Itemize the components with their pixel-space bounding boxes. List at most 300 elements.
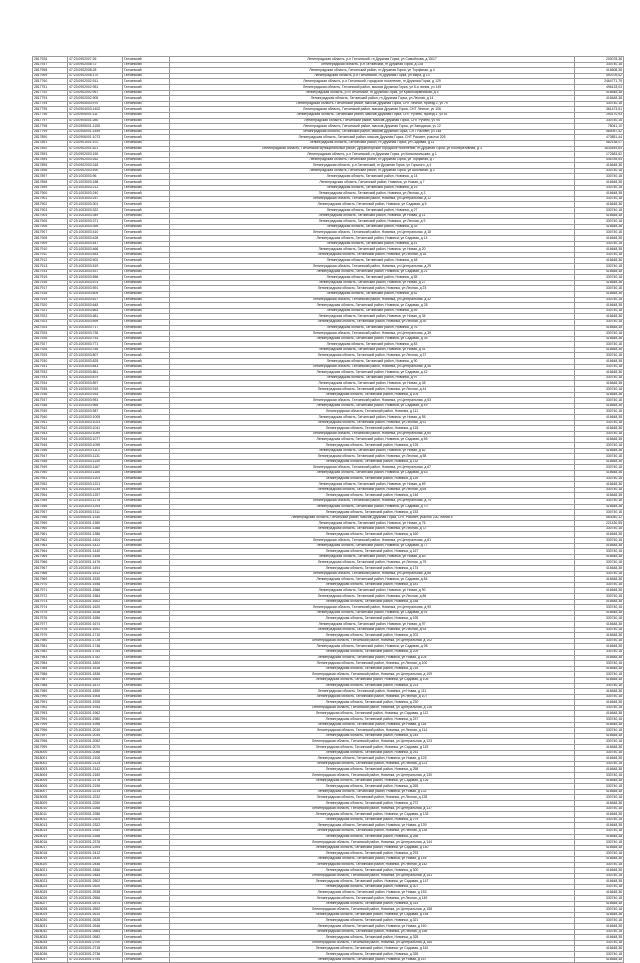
district-cell: Гатчинский (123, 252, 170, 258)
address-cell: Ленинградская область, Гатчинский район, Новинка, д 335 (170, 952, 575, 958)
cadastral-number-cell: 47:23:1003001:2070 (68, 745, 123, 751)
address-cell: Ленинградская область, Гатчинский район, Новинка, ул Лесная, д 100 (170, 661, 575, 667)
cadastral-number-cell: 47:23:1003001:2754 (68, 957, 123, 963)
address-cell: Ленинградская область, Гатчинский район, Новинка, ул Садовая, д 91 (170, 610, 575, 616)
row-id-cell: 2817962 (33, 538, 68, 544)
cadastral-number-cell: 47:23:1003003:717 (68, 325, 123, 331)
cadastral-number-cell: 47:23:1003003:1239 (68, 487, 123, 493)
value-cell: 330740,18 (575, 929, 624, 935)
address-cell: Ленинградская область, Гатчинский район, Новинка, ул Садовая, д 21 (170, 269, 575, 275)
address-cell: Ленинградская область, Гатчинский район, Новинка, ул Садовая, д 70 (170, 504, 575, 510)
district-cell: Гатчинский (123, 739, 170, 745)
row-id-cell: 2817942 (33, 426, 68, 432)
address-cell: Ленинградская область, Гатчинский район, Новинка, ул Новая, д 11 (170, 213, 575, 219)
cadastral-number-cell: 47:23:0905001:111 (68, 112, 123, 118)
address-cell: Ленинградская область, Гатчинский район, Новинка, ул Лесная, д 86 (170, 594, 575, 600)
row-id-cell: 2817997 (33, 733, 68, 739)
address-cell: Ленинградская область, Гатчинский район, массив Дружная Горка, СНТ Рассвет, участок 205 (170, 135, 575, 141)
value-cell: 416648,38 (575, 347, 624, 353)
address-cell: Ленинградская область, Гатчинский район, Новинка, ул Центральная, д 74 (170, 498, 575, 504)
district-cell: Гатчинский (123, 392, 170, 398)
cadastral-number-cell: 47:23:1003003:951 (68, 398, 123, 404)
row-id-cell: 2817932 (33, 370, 68, 376)
address-cell: Ленинградская область, Гатчинский район, Новинка, ул Новая, д 160 (170, 924, 575, 930)
cadastral-number-cell: 47:23:1003001:1584 (68, 594, 123, 600)
address-cell: Ленинградская область, Гатчинский район, Новинка, д 223 (170, 683, 575, 689)
cadastral-number-cell: 47:23:1003001:1638 (68, 610, 123, 616)
value-cell: 416648,38 (575, 247, 624, 253)
address-cell: Ленинградская область, Гатчинский район, Новинка, д 244 (170, 733, 575, 739)
address-cell: Ленинградская область, Гатчинский район, Новинка, д 83 (170, 342, 575, 348)
row-id-cell: 2817978 (33, 627, 68, 633)
address-cell: Ленинградская область, Гатчинский район, Новинка, ул Садовая, д 140 (170, 845, 575, 851)
cadastral-number-cell: 47:23:1003001:2376 (68, 840, 123, 846)
row-id-cell: 2818035 (33, 946, 68, 952)
value-cell: 330740,18 (575, 571, 624, 577)
address-cell: Ленинградская область, Гатчинский район, Новинка, д 167 (170, 549, 575, 555)
address-cell: Ленинградская область, р-н Гатчинский, гп Дружная Горка, д 228 (170, 62, 575, 68)
address-cell: Ленинградская область, Гатчинский район, Новинка, ул Новая, д 83 (170, 554, 575, 560)
cadastral-number-cell: 47:23:1003001:1458 (68, 554, 123, 560)
row-id-cell: 2818032 (33, 929, 68, 935)
address-cell: Ленинградская область, Гатчинский район, Новинка, ул Центральная, д 18 (170, 230, 575, 236)
address-cell: Ленинградская область, Гатчинский район, Новинка, ул Лесная, д 121 (170, 761, 575, 767)
row-id-cell: 2817933 (33, 375, 68, 381)
cadastral-number-cell: 47:23:1003001:1728 (68, 638, 123, 644)
row-id-cell: 2818025 (33, 890, 68, 896)
value-cell: 416648,38 (575, 610, 624, 616)
row-id-cell: 2817906 (33, 224, 68, 230)
district-cell: Гатчинский (123, 79, 170, 85)
cadastral-number-cell: 47:23:1003001:1692 (68, 627, 123, 633)
address-cell: Ленинградская область, Гатчинский район, Новинка, д 328 (170, 935, 575, 941)
cadastral-number-cell: 47:23:1003001:1656 (68, 616, 123, 622)
address-cell: Ленинградская область, Гатчинский район, Новинка, ул Садовая, д 56 (170, 437, 575, 443)
district-cell: Гатчинский (123, 784, 170, 790)
row-id-cell: 2817922 (33, 314, 68, 320)
district-cell: Гатчинский (123, 409, 170, 415)
cadastral-number-cell: 47:23:1003003:1095 (68, 442, 123, 448)
value-cell: 416608,38 (575, 68, 624, 74)
row-id-cell: 2818000 (33, 750, 68, 756)
address-cell: Ленинградская область, Гатчинский район, Новинка, ул Садовая, д 49 (170, 403, 575, 409)
district-cell: Гатчинский (123, 929, 170, 935)
district-cell: Гатчинский (123, 241, 170, 247)
value-cell: 584057,42 (575, 129, 624, 135)
district-cell: Гатчинский (123, 806, 170, 812)
row-id-cell: 2818010 (33, 806, 68, 812)
row-id-cell: 2818012 (33, 817, 68, 823)
address-cell: Ленинградская область, Гатчинский район, Новинка, д 293 (170, 851, 575, 857)
row-id-cell: 2817890 (33, 135, 68, 141)
row-id-cell: 2817944 (33, 437, 68, 443)
cadastral-number-cell: 47:23:1003001:2700 (68, 940, 123, 946)
district-cell: Гатчинский (123, 918, 170, 924)
address-cell: Ленинградская область, Гатчинский район, Новинка, ул Новая, д 62 (170, 448, 575, 454)
address-cell: Ленинградская область, Гатчинский район, Новинка, ул Новая, д 153 (170, 890, 575, 896)
value-cell: 330740,18 (575, 896, 624, 902)
row-id-cell: 2818018 (33, 851, 68, 857)
address-cell: Ленинградская область, Гатчинский район, Новинка, ул Лесная, д 149 (170, 896, 575, 902)
address-cell: Ленинградская область, Гатчинский район, Новинка, ул Лесная, д 9 (170, 219, 575, 225)
row-id-cell: 2818024 (33, 884, 68, 890)
address-cell: Ленинградская область, Гатчинский район, Новинка, д 258 (170, 767, 575, 773)
value-cell: 330740,18 (575, 420, 624, 426)
address-cell: Ленинградская область, Гатчинский район, Новинка, д 237 (170, 717, 575, 723)
value-cell: 330740,18 (575, 952, 624, 958)
row-id-cell: 2817918 (33, 291, 68, 297)
district-cell: Гатчинский (123, 610, 170, 616)
row-id-cell: 2818014 (33, 828, 68, 834)
row-id-cell: 2817940 (33, 415, 68, 421)
address-cell: Ленинградская область, Гатчинский район, Новинка, ул Садовая, д 14 (170, 236, 575, 242)
address-cell: Ленинградская область, Гатчинский район, Новинка, ул Лесная, д 135 (170, 828, 575, 834)
row-id-cell: 2817907 (33, 230, 68, 236)
district-cell: Гатчинский (123, 907, 170, 913)
cadastral-number-cell: 47:23:1003003:1167 (68, 465, 123, 471)
value-cell: 490709,02 (575, 73, 624, 79)
cadastral-number-cell: 47:23:1003003:609 (68, 291, 123, 297)
cadastral-number-cell: 47:23:1003003:1185 (68, 470, 123, 476)
value-cell: 330740,18 (575, 342, 624, 348)
address-cell: Ленинградская область, Гатчинский район, Новинка, ул Садовая, д 112 (170, 711, 575, 717)
row-id-cell: 2817903 (33, 208, 68, 214)
value-cell: 416648,38 (575, 689, 624, 695)
district-cell: Гатчинский (123, 638, 170, 644)
cadastral-number-cell: 47:23:1003001:2646 (68, 924, 123, 930)
row-id-cell: 2817950 (33, 470, 68, 476)
address-cell: Ленинградская область, Гатчинский район, Новинка, ул Лесная, д 37 (170, 353, 575, 359)
address-cell: Ленинградская область, Гатчинский район, Новинка, ул Садовая, д 28 (170, 303, 575, 309)
row-id-cell: 2817998 (33, 68, 68, 74)
address-cell: Ленинградская область, Гатчинский район, Новинка, ул Лесная, д 65 (170, 487, 575, 493)
row-id-cell: 2817901 (33, 196, 68, 202)
value-cell: 330740,18 (575, 862, 624, 868)
cadastral-number-cell: 47:23:1003001:2466 (68, 868, 123, 874)
address-cell: Ленинградская область, Гатчинский район, Новинка, д 146 (170, 493, 575, 499)
row-id-cell: 2818007 (33, 789, 68, 795)
value-cell: 330740,18 (575, 454, 624, 460)
district-cell: Гатчинский (123, 773, 170, 779)
district-cell: Гатчинский (123, 655, 170, 661)
cadastral-number-cell: 47:23:0905001:280 (68, 118, 123, 124)
address-cell: Ленинградская область, Гатчинский район, Новинка, ул Лесная, д 128 (170, 795, 575, 801)
value-cell: 330740,18 (575, 308, 624, 314)
address-cell: Ленинградская область, Гатчинский район, Новинка, ул Центральная, д 53 (170, 398, 575, 404)
value-cell: 330740,18 (575, 750, 624, 756)
district-cell: Гатчинский (123, 694, 170, 700)
district-cell: Гатчинский (123, 856, 170, 862)
cadastral-number-cell: 47:23:1003001:2502 (68, 879, 123, 885)
value-cell: 330740,18 (575, 476, 624, 482)
district-cell: Гатчинский (123, 661, 170, 667)
district-cell: Гатчинский (123, 677, 170, 683)
row-id-cell: 2817939 (33, 409, 68, 415)
value-cell: 416648,38 (575, 336, 624, 342)
row-id-cell: 2817934 (33, 381, 68, 387)
district-cell: Гатчинский (123, 415, 170, 421)
district-cell: Гатчинский (123, 370, 170, 376)
cadastral-number-cell: 47:23:1003001:2142 (68, 767, 123, 773)
district-cell: Гатчинский (123, 672, 170, 678)
cadastral-number-cell: 47:23:1003001:1746 (68, 644, 123, 650)
address-cell: Ленинградская область, Гатчинский район, Новинка, д 104 (170, 392, 575, 398)
district-cell: Гатчинский (123, 303, 170, 309)
value-cell: 330740,18 (575, 582, 624, 588)
row-id-cell: 2817795 (33, 107, 68, 113)
row-id-cell: 2817943 (33, 431, 68, 437)
district-cell: Гатчинский (123, 588, 170, 594)
district-cell: Гатчинский (123, 532, 170, 538)
address-cell: Ленинградская область, Гатчинский район, Новинка, д 286 (170, 834, 575, 840)
value-cell: 416648,38 (575, 448, 624, 454)
district-cell: Гатчинский (123, 470, 170, 476)
cadastral-number-cell: 47:23:0901001:570 (68, 140, 123, 146)
address-cell: Ленинградская область, Гатчинский район, Новинка, д 272 (170, 800, 575, 806)
row-id-cell: 2817976 (33, 616, 68, 622)
address-cell: Ленинградская область, Гатчинский район, Новинка, д 27 (170, 208, 575, 214)
address-cell: Ленинградская область, Гатчинский район, Новинка, ул Центральная, д 12 (170, 196, 575, 202)
row-id-cell: 2817937 (33, 62, 68, 68)
address-cell: Ленинградская область, Гатчинский район, Новинка, ул Садовая, д 119 (170, 745, 575, 751)
value-cell: 416648,38 (575, 370, 624, 376)
cadastral-number-cell: 47:23:1003003:861 (68, 370, 123, 376)
value-cell: 330740,18 (575, 806, 624, 812)
value-cell: 330740,18 (575, 442, 624, 448)
district-cell: Гатчинский (123, 68, 170, 74)
row-id-cell: 2817926 (33, 57, 68, 63)
row-id-cell: 2817897 (33, 174, 68, 180)
cadastral-number-cell: 47:23:0904003:970 (68, 101, 123, 107)
cadastral-number-cell: 47:23:1003003:969 (68, 403, 123, 409)
value-cell: 330740,18 (575, 118, 624, 124)
address-cell: Ленинградская область, Гатчинский район, Новинка, ул Центральная, д 116 (170, 705, 575, 711)
value-cell: 416648,38 (575, 403, 624, 409)
district-cell: Гатчинский (123, 873, 170, 879)
value-cell: 330740,18 (575, 817, 624, 823)
value-cell: 416648,38 (575, 554, 624, 560)
value-cell: 330740,18 (575, 241, 624, 247)
value-cell: 330740,18 (575, 331, 624, 337)
district-cell: Гатчинский (123, 219, 170, 225)
value-cell: 330740,18 (575, 627, 624, 633)
value-cell: 330740,18 (575, 828, 624, 834)
address-cell: Ленинградская область, Гатчинский район, Новинка, ул Лесная, д 107 (170, 694, 575, 700)
district-cell: Гатчинский (123, 504, 170, 510)
district-cell: Гатчинский (123, 745, 170, 751)
district-cell: Гатчинский (123, 605, 170, 611)
row-id-cell: 2817937 (33, 398, 68, 404)
value-cell: 330740,18 (575, 353, 624, 359)
address-cell: Ленинградская область, Гатчинский район, гп Дружная Горка, ул Торфяная, д 7 (170, 157, 575, 163)
value-cell: 330740,18 (575, 465, 624, 471)
cadastral-number-cell: 47:23:1003001:2610 (68, 912, 123, 918)
value-cell: 330740,18 (575, 375, 624, 381)
value-cell: 470851,44 (575, 135, 624, 141)
cadastral-number-cell: 47:23:1003003:395 (68, 224, 123, 230)
row-id-cell: 2818023 (33, 879, 68, 885)
value-cell: 416648,38 (575, 303, 624, 309)
district-cell: Гатчинский (123, 560, 170, 566)
cadastral-number-cell: 47:23:1003003:428 (68, 236, 123, 242)
cadastral-number-cell: 47:23:1003003:188 (68, 180, 123, 186)
cadastral-number-cell: 47:23:1003001:2358 (68, 834, 123, 840)
value-cell: 330740,18 (575, 884, 624, 890)
district-cell: Гатчинский (123, 952, 170, 958)
cadastral-number-cell: 47:23:0902003:150 (68, 152, 123, 158)
value-cell: 416648,38 (575, 756, 624, 762)
district-cell: Гатчинский (123, 879, 170, 885)
value-cell: 330740,18 (575, 649, 624, 655)
row-id-cell: 2817935 (33, 387, 68, 393)
district-cell: Гатчинский (123, 263, 170, 269)
cadastral-number-cell: 47:23:1003003:322 (68, 208, 123, 214)
row-id-cell: 2817799 (33, 129, 68, 135)
cadastral-number-cell: 47:23:1003003:1113 (68, 448, 123, 454)
district-cell: Гатчинский (123, 275, 170, 281)
district-cell: Гатчинский (123, 269, 170, 275)
row-id-cell: 2817931 (33, 364, 68, 370)
cadastral-number-cell: 47:23:1003001:2268 (68, 806, 123, 812)
district-cell: Гатчинский (123, 398, 170, 404)
cadastral-number-cell: 47:23:1003003:987 (68, 409, 123, 415)
district-cell: Гатчинский (123, 924, 170, 930)
district-cell: Гатчинский (123, 280, 170, 286)
document-page (32, 56, 622, 963)
row-id-cell: 2817970 (33, 582, 68, 588)
row-id-cell: 2818029 (33, 912, 68, 918)
row-id-cell: 2818027 (33, 901, 68, 907)
address-cell: Ленинградская область, Гатчинский район, Новинка, д 97 (170, 375, 575, 381)
row-id-cell: 2817929 (33, 353, 68, 359)
row-id-cell: 2817967 (33, 566, 68, 572)
row-id-cell: 2818006 (33, 784, 68, 790)
district-cell: Гатчинский (123, 342, 170, 348)
district-cell: Гатчинский (123, 236, 170, 242)
address-cell: Ленинградская область, Гатчинский район, Новинка, ул Новая, д 41 (170, 347, 575, 353)
row-id-cell: 2817793 (33, 96, 68, 102)
district-cell: Гатчинский (123, 163, 170, 169)
address-cell: Ленинградская область, Гатчинский район, Новинка, ул Лесная, д 3 (170, 191, 575, 197)
address-cell: Ленинградская область, Гатчинский район, Новинка, д 160 (170, 532, 575, 538)
district-cell: Гатчинский (123, 912, 170, 918)
district-cell: Гатчинский (123, 761, 170, 767)
cadastral-number-cell: 47:23:0902003:318 (68, 163, 123, 169)
district-cell: Гатчинский (123, 426, 170, 432)
cadastral-number-cell: 47:23:1003001:1800 (68, 661, 123, 667)
district-cell: Гатчинский (123, 73, 170, 79)
cadastral-number-cell: 47:23:1003003:349 (68, 213, 123, 219)
value-cell: 330740,18 (575, 851, 624, 857)
district-cell: Гатчинский (123, 538, 170, 544)
address-cell: Ленинградская область, Гатчинский район, Новинка, ул Центральная, д 102 (170, 638, 575, 644)
district-cell: Гатчинский (123, 594, 170, 600)
value-cell: 416648,38 (575, 621, 624, 627)
value-cell: 330740,18 (575, 907, 624, 913)
row-id-cell: 2817986 (33, 672, 68, 678)
cadastral-number-cell: 47:23:1003003:502 (68, 258, 123, 264)
value-cell: 416648,38 (575, 236, 624, 242)
row-id-cell: 2817947 (33, 454, 68, 460)
address-cell: Ленинградская область, р-н Гатчинский, гп Дружная Горка, ул Красноармейская, д 5 (170, 90, 575, 96)
cadastral-number-cell: 47:23:1003003:663 (68, 308, 123, 314)
value-cell: 416648,38 (575, 868, 624, 874)
address-cell: Ленинградская область, Гатчинский район, Новинка, д 125 (170, 442, 575, 448)
district-cell: Гатчинский (123, 420, 170, 426)
row-id-cell: 2817908 (33, 236, 68, 242)
address-cell: Ленинградская область, Гатчинский район, Новинка, ул Центральная, д 130 (170, 773, 575, 779)
cadastral-number-cell: 47:23:1003001:2160 (68, 773, 123, 779)
cadastral-number-cell: 47:23:1003003:1221 (68, 482, 123, 488)
value-cell: 416648,38 (575, 470, 624, 476)
cadastral-number-cell: 47:23:1003003:1059 (68, 431, 123, 437)
value-cell: 416648,38 (575, 879, 624, 885)
row-id-cell: 2817982 (33, 649, 68, 655)
cadastral-number-cell: 47:23:1003001:1530 (68, 577, 123, 583)
district-cell: Гатчинский (123, 812, 170, 818)
cadastral-number-cell: 47:23:1003003:447 (68, 241, 123, 247)
row-id-cell: 2817928 (33, 347, 68, 353)
value-cell: 330740,18 (575, 498, 624, 504)
row-id-cell: 2818019 (33, 856, 68, 862)
district-cell: Гатчинский (123, 168, 170, 174)
cadastral-number-cell: 47:23:1003003:212 (68, 185, 123, 191)
address-cell: Ленинградская область, Гатчинский район, Новинка, ул Садовая, д 154 (170, 912, 575, 918)
address-cell: Ленинградская область, Гатчинский район, массив Дружная Горка, СНТ Ручеек, уч 94 (170, 118, 575, 124)
value-cell: 416648,38 (575, 633, 624, 639)
row-id-cell: 2817990 (33, 694, 68, 700)
district-cell: Гатчинский (123, 521, 170, 527)
cadastral-number-cell: 47:23:1003001:2736 (68, 952, 123, 958)
row-id-cell: 2817999 (33, 73, 68, 79)
address-cell: Ленинградская область, Гатчинский район, массив Дружная Горка, СНТ Лесное, проезд 2, уч 79 (170, 101, 575, 107)
district-cell: Гатчинский (123, 498, 170, 504)
row-id-cell: 2817979 (33, 633, 68, 639)
district-cell: Гатчинский (123, 789, 170, 795)
address-cell: Ленинградская область, Гатчинский район, Новинка, д 48 (170, 258, 575, 264)
address-cell: Ленинградская область, Гатчинский район, Новинка, ул Новая, д 132 (170, 789, 575, 795)
district-cell: Гатчинский (123, 308, 170, 314)
cadastral-number-cell: 47:23:0902002:951 (68, 84, 123, 90)
cadastral-number-cell: 47:23:1003003:257 (68, 196, 123, 202)
value-cell: 416648,38 (575, 800, 624, 806)
row-id-cell: 2817914 (33, 269, 68, 275)
cadastral-number-cell: 47:23:1003001:2340 (68, 828, 123, 834)
value-cell: 221430,55 (575, 521, 624, 527)
district-cell: Гатчинский (123, 493, 170, 499)
row-id-cell: 2817957 (33, 510, 68, 516)
cadastral-number-cell: 47:23:1003003:574 (68, 280, 123, 286)
cadastral-number-cell: 47:23:1003001:1980 (68, 717, 123, 723)
value-cell: 330740,18 (575, 840, 624, 846)
cadastral-number-cell: 47:23:1003001:1998 (68, 722, 123, 728)
cadastral-number-cell: 47:23:0902007:26 (68, 57, 123, 63)
parcel-table (32, 56, 624, 963)
address-cell: Ленинградская область, Гатчинский район, Новинка, ул Лесная, д 58 (170, 454, 575, 460)
address-cell: Ленинградская область, Гатчинский район, Новинка, д 321 (170, 918, 575, 924)
value-cell: 2464771,79 (575, 79, 624, 85)
cadastral-number-cell: 47:23:1003001:1890 (68, 689, 123, 695)
row-id-cell: 2817892 (33, 146, 68, 152)
cadastral-number-cell: 47:23:1003003:645 (68, 303, 123, 309)
row-id-cell: 2817946 (33, 448, 68, 454)
district-cell: Гатчинский (123, 940, 170, 946)
cadastral-number-cell: 47:23:1003003:301 (68, 202, 123, 208)
value-cell: 330740,18 (575, 101, 624, 107)
district-cell: Гатчинский (123, 728, 170, 734)
address-cell: Ленинградская область, Гатчинский район, массив Дружная Горка, СНТ Рассвет, уч 148 (170, 129, 575, 135)
value-cell: 330740,18 (575, 717, 624, 723)
